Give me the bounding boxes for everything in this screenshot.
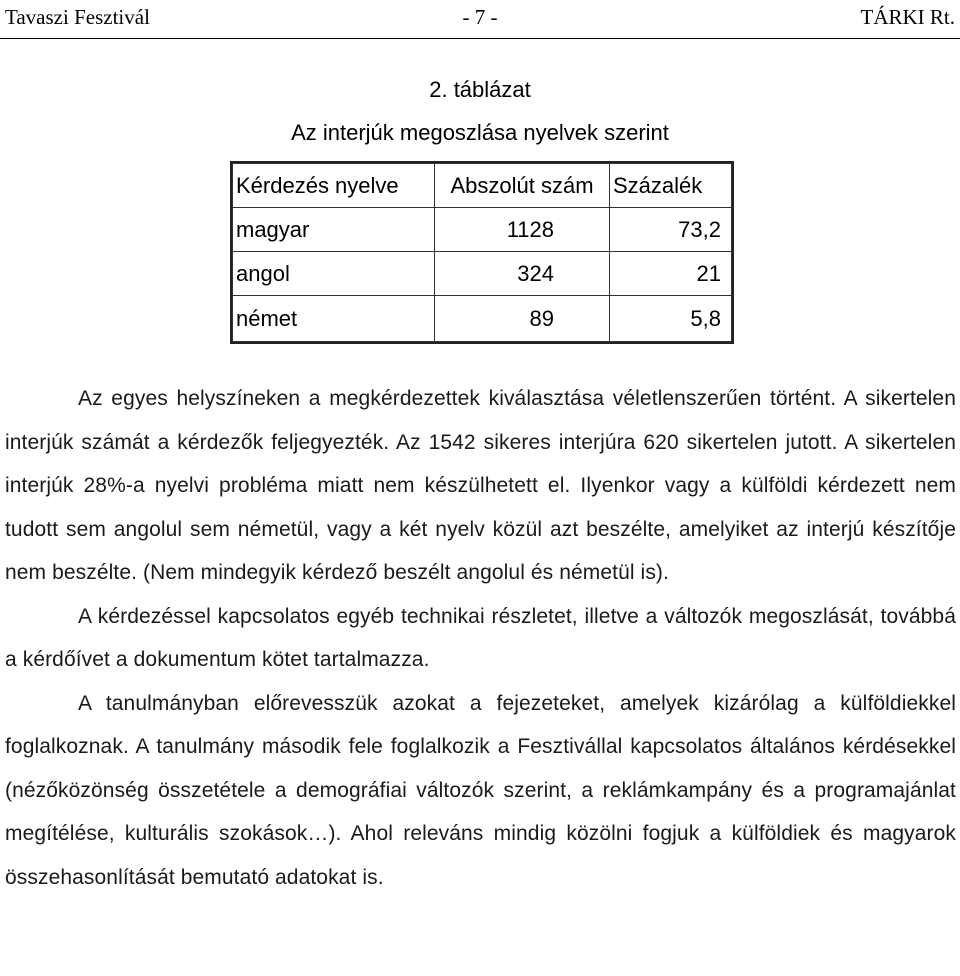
cell-language: angol	[233, 252, 435, 296]
table-row	[233, 296, 732, 342]
cell-percent: 73,2	[610, 208, 732, 252]
cell-percent: 21	[610, 252, 732, 296]
cell-percent: 5,8	[610, 296, 732, 342]
table-row	[233, 252, 732, 296]
page-header	[0, 0, 960, 39]
cell-language: német	[233, 296, 435, 342]
paragraph: A tanulmányban előrevesszük azokat a fejezeteket, amelyek kizárólag a külföldiekkel foglalkoznak. A tanulmány második fele foglalkozik a Fesztivállal kapcsolatos általános kérdésekkel (nézőközönség összetétele a demográfiai változók szerint, a reklámkampány és a programajánlat megítélése, kulturális szokások…). Ahol releváns mindig közölni fogjuk a külföldiek és magyarok összehasonlítását bemutató adatokat is.	[5, 691, 956, 889]
cell-count: 324	[435, 252, 610, 296]
table-header-row	[233, 164, 732, 208]
header-right-text: TÁRKI Rt.	[860, 5, 955, 29]
column-header-language: Kérdezés nyelve	[233, 164, 435, 208]
body-text	[5, 377, 956, 899]
language-distribution-table	[232, 163, 732, 342]
table-caption-title: Az interjúk megoszlása nyelvek szerint	[291, 120, 669, 145]
column-header-count: Abszolút szám	[435, 164, 610, 208]
cell-count: 89	[435, 296, 610, 342]
page-number: - 7 -	[462, 5, 498, 29]
paragraph: A kérdezéssel kapcsolatos egyéb technikai részletet, illetve a változók megoszlását, továbbá a kérdőívet a dokumentum kötet tartalmazza.	[5, 604, 956, 671]
column-header-percent: Százalék	[610, 164, 732, 208]
cell-count: 1128	[435, 208, 610, 252]
header-left-text: Tavaszi Fesztivál	[5, 5, 150, 29]
table-caption-number: 2. táblázat	[429, 77, 531, 102]
table-row	[233, 208, 732, 252]
cell-language: magyar	[233, 208, 435, 252]
paragraph: Az egyes helyszíneken a megkérdezettek kiválasztása véletlenszerűen történt. A sikertelen interjúk számát a kérdezők feljegyezték. Az 1542 sikeres interjúra 620 sikertelen jutott. A sikertelen interjúk 28%-a nyelvi probléma miatt nem készülhetett el. Ilyenkor vagy a külföldi kérdezett nem tudott sem angolul sem németül, vagy a két nyelv közül azt beszélte, amelyiket az interjú készítője nem beszélte. (Nem mindegyik kérdező beszélt angolul és németül is).	[5, 387, 956, 584]
